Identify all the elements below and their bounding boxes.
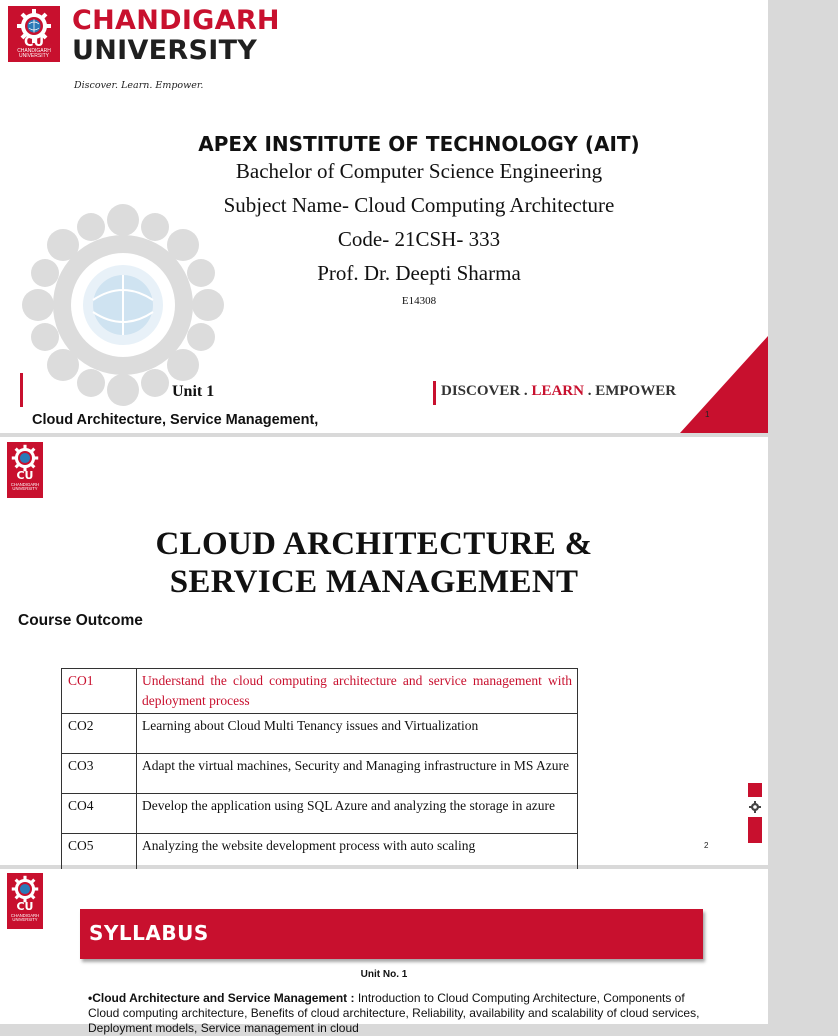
syllabus-topic-text: Introduction to Cloud Computing Architecture, Components of Cloud computing architecture, Benefits of cloud architecture, Reliability, availability and scalability of cloud services, Deployment models, Service management in cloud (88, 991, 700, 1035)
slide-title (0, 525, 748, 601)
syllabus-banner (80, 909, 703, 959)
table-row (62, 834, 578, 874)
program-name: Bachelor of Computer Science Engineering (235, 159, 603, 183)
institute-title: APEX INSTITUTE OF TECHNOLOGY (AIT) (198, 132, 640, 156)
syllabus-heading: SYLLABUS (89, 921, 209, 945)
title-line-1: CLOUD ARCHITECTURE & (155, 526, 593, 562)
cu-letters: CU (23, 35, 45, 50)
employee-id: E14308 (401, 295, 437, 307)
side-accent-strip (748, 783, 762, 845)
outcome-code: CO3 (62, 754, 137, 794)
slide-3 (0, 869, 768, 1035)
accent-block (748, 817, 762, 843)
outcome-text: Develop the application using SQL Azure and analyzing the storage in azure (137, 794, 578, 834)
syllabus-paragraph (88, 991, 703, 1036)
accent-square (748, 783, 762, 797)
unit-description: Cloud Architecture, Service Management, (32, 412, 319, 428)
title-line-2: SERVICE MANAGEMENT (169, 564, 579, 600)
page-number: 1 (705, 410, 710, 419)
tagline-discover: DISCOVER . (441, 383, 532, 399)
logo-subtext: CHANDIGARH UNIVERSITY (10, 482, 40, 492)
brand-tagline: Discover. Learn. Empower. (74, 80, 204, 91)
course-outcome-table (61, 668, 578, 874)
outcome-text: Learning about Cloud Multi Tenancy issues and Virtualization (137, 714, 578, 754)
footer-tagline (441, 383, 676, 400)
mini-gear-icon (749, 801, 761, 813)
logo-subtext: CHANDIGARH UNIVERSITY (17, 48, 51, 60)
cu-logo (7, 442, 43, 498)
outcome-code: CO2 (62, 714, 137, 754)
slide-1 (0, 0, 768, 433)
cu-letters: CU (16, 469, 34, 482)
tagline-learn: LEARN (531, 383, 584, 399)
cu-logo (7, 873, 43, 929)
slide-2 (0, 437, 768, 865)
brand-name (72, 6, 280, 66)
cu-logo (8, 6, 60, 62)
table-row (62, 669, 578, 714)
table-row (62, 754, 578, 794)
outcome-text: Adapt the virtual machines, Security and Managing infrastructure in MS Azure (137, 754, 578, 794)
outcome-code: CO1 (62, 669, 137, 714)
cu-letters: CU (16, 900, 34, 913)
subject-name: Subject Name- Cloud Computing Architecture (223, 193, 615, 217)
outcome-text: Understand the cloud computing architecture and service management with deployment process (137, 669, 578, 714)
unit-label: Unit 1 (172, 383, 215, 400)
outcome-code: CO4 (62, 794, 137, 834)
table-row (62, 794, 578, 834)
outcome-code: CO5 (62, 834, 137, 874)
outcome-text: Analyzing the website development process with auto scaling (137, 834, 578, 874)
accent-bar-right (433, 381, 436, 405)
logo-subtext: CHANDIGARH UNIVERSITY (10, 913, 40, 923)
brand-line-1: CHANDIGARH (72, 5, 280, 36)
professor-name: Prof. Dr. Deepti Sharma (317, 261, 521, 285)
corner-triangle (654, 336, 768, 433)
accent-bar-left (20, 373, 23, 407)
course-code: Code- 21CSH- 333 (337, 227, 501, 251)
gear-globe-icon (11, 444, 39, 472)
tagline-empower: . EMPOWER (583, 383, 677, 399)
brand-line-2: UNIVERSITY (72, 35, 258, 66)
syllabus-topic-title: •Cloud Architecture and Service Management : (88, 991, 355, 1005)
unit-number: Unit No. 1 (360, 969, 408, 980)
gear-globe-icon (11, 875, 39, 903)
table-row (62, 714, 578, 754)
course-outcome-heading: Course Outcome (18, 612, 143, 629)
page-number: 2 (704, 841, 709, 850)
